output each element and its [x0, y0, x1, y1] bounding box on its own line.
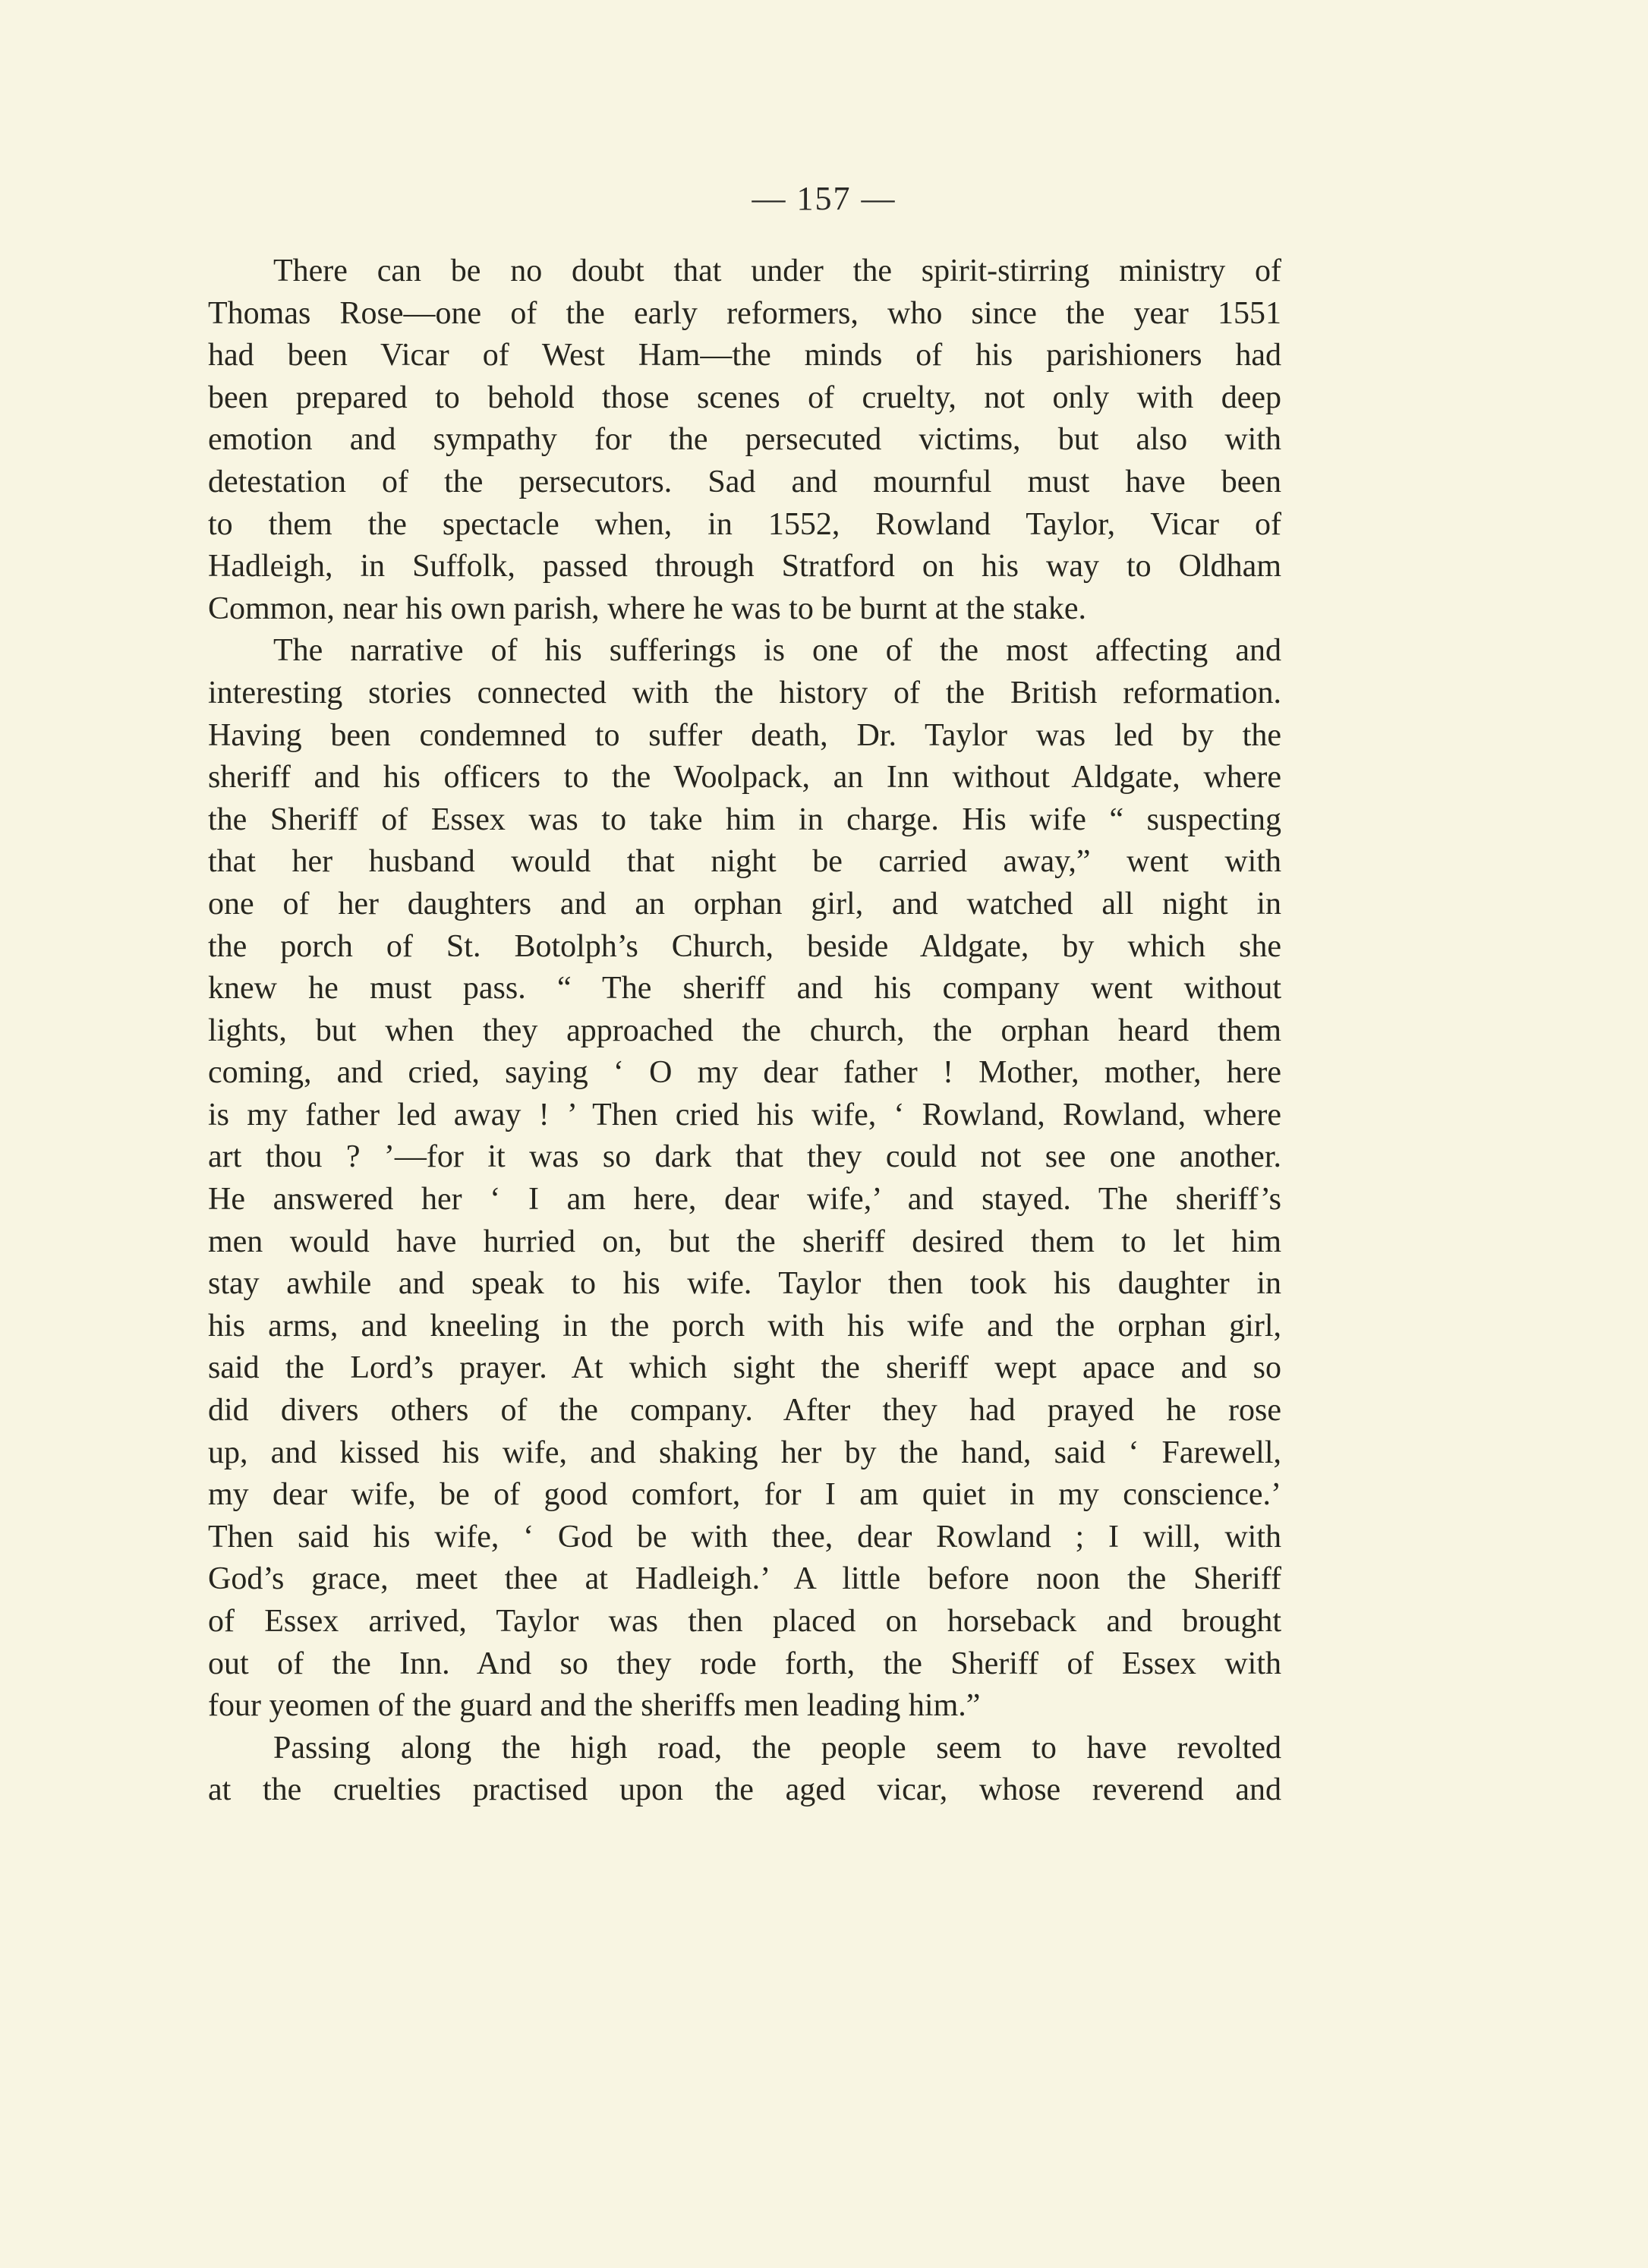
text-line: been prepared to behold those scenes of cruelty, not only with deep — [208, 380, 1281, 415]
body-text — [208, 250, 1281, 1812]
paragraph — [208, 1728, 1281, 1812]
text-line: The narrative of his sufferings is one of the most affecting and — [273, 633, 1281, 669]
text-line: knew he must pass. “ The sheriff and his company went without — [208, 971, 1281, 1006]
text-line: Then said his wife, ‘ God be with thee, dear Rowland ; I will, with — [208, 1519, 1281, 1555]
text-line: detestation of the persecutors. Sad and mournful must have been — [208, 464, 1281, 499]
text-line: did divers others of the company. After they had prayed he rose — [208, 1393, 1281, 1429]
text-line: to them the spectacle when, in 1552, Rowland Taylor, Vicar of — [208, 506, 1281, 542]
text-line: Thomas Rose—one of the early reformers, who since the year 1551 — [208, 295, 1281, 331]
text-line: emotion and sympathy for the persecuted victims, but also with — [208, 422, 1281, 458]
text-line: Common, near his own parish, where he was to be burnt at the stake. — [208, 591, 1087, 626]
text-line: his arms, and kneeling in the porch with his wife and the orphan girl, — [208, 1308, 1281, 1343]
text-line: one of her daughters and an orphan girl, and watched all night in — [208, 886, 1281, 921]
text-line: lights, but when they approached the church, the orphan heard them — [208, 1013, 1281, 1048]
text-line: stay awhile and speak to his wife. Taylor then took his daughter in — [208, 1266, 1281, 1302]
text-line: God’s grace, meet thee at Hadleigh.’ A little before noon the Sheriff — [208, 1561, 1281, 1597]
text-line: There can be no doubt that under the spirit-stirring ministry of — [273, 254, 1281, 288]
text-line: Hadleigh, in Suffolk, passed through Stratford on his way to Oldham — [208, 549, 1281, 584]
text-line: the porch of St. Botolph’s Church, beside Aldgate, by which she — [208, 928, 1281, 964]
text-line: at the cruelties practised upon the aged vicar, whose reverend and — [208, 1772, 1281, 1808]
text-line: art thou ? ’—for it was so dark that they could not see one another. — [208, 1139, 1281, 1175]
text-line: out of the Inn. And so they rode forth, the Sheriff of Essex with — [208, 1646, 1281, 1681]
paragraph — [208, 250, 1281, 630]
text-line: coming, and cried, saying ‘ O my dear father ! Mother, mother, here — [208, 1055, 1281, 1091]
text-line: sheriff and his officers to the Woolpack, an Inn without Aldgate, where — [208, 760, 1281, 795]
text-line: had been Vicar of West Ham—the minds of his parishioners had — [208, 338, 1281, 373]
text-line: of Essex arrived, Taylor was then placed on horseback and brought — [208, 1604, 1281, 1639]
text-line: interesting stories connected with the history of the British reformation. — [208, 675, 1281, 710]
text-line: Passing along the high road, the people seem to have revolted — [273, 1730, 1281, 1766]
text-line: said the Lord’s prayer. At which sight the sheriff wept apace and so — [208, 1350, 1281, 1386]
page-number: — 157 — — [752, 180, 896, 217]
text-line: that her husband would that night be carried away,” went with — [208, 844, 1281, 880]
text-line: Having been condemned to suffer death, Dr. Taylor was led by the — [208, 717, 1281, 753]
text-line: the Sheriff of Essex was to take him in charge. His wife “ suspecting — [208, 802, 1281, 837]
text-line: my dear wife, be of good comfort, for I am quiet in my conscience.’ — [208, 1477, 1281, 1513]
text-line: He answered her ‘ I am here, dear wife,’ and stayed. The sheriff’s — [208, 1182, 1281, 1217]
text-line: men would have hurried on, but the sheriff desired them to let him — [208, 1224, 1281, 1259]
text-line: up, and kissed his wife, and shaking her by the hand, said ‘ Farewell, — [208, 1435, 1281, 1470]
text-line: four yeomen of the guard and the sheriffs men leading him.” — [208, 1688, 981, 1724]
paragraph — [208, 630, 1281, 1727]
text-line: is my father led away ! ’ Then cried his wife, ‘ Rowland, Rowland, where — [208, 1097, 1281, 1132]
